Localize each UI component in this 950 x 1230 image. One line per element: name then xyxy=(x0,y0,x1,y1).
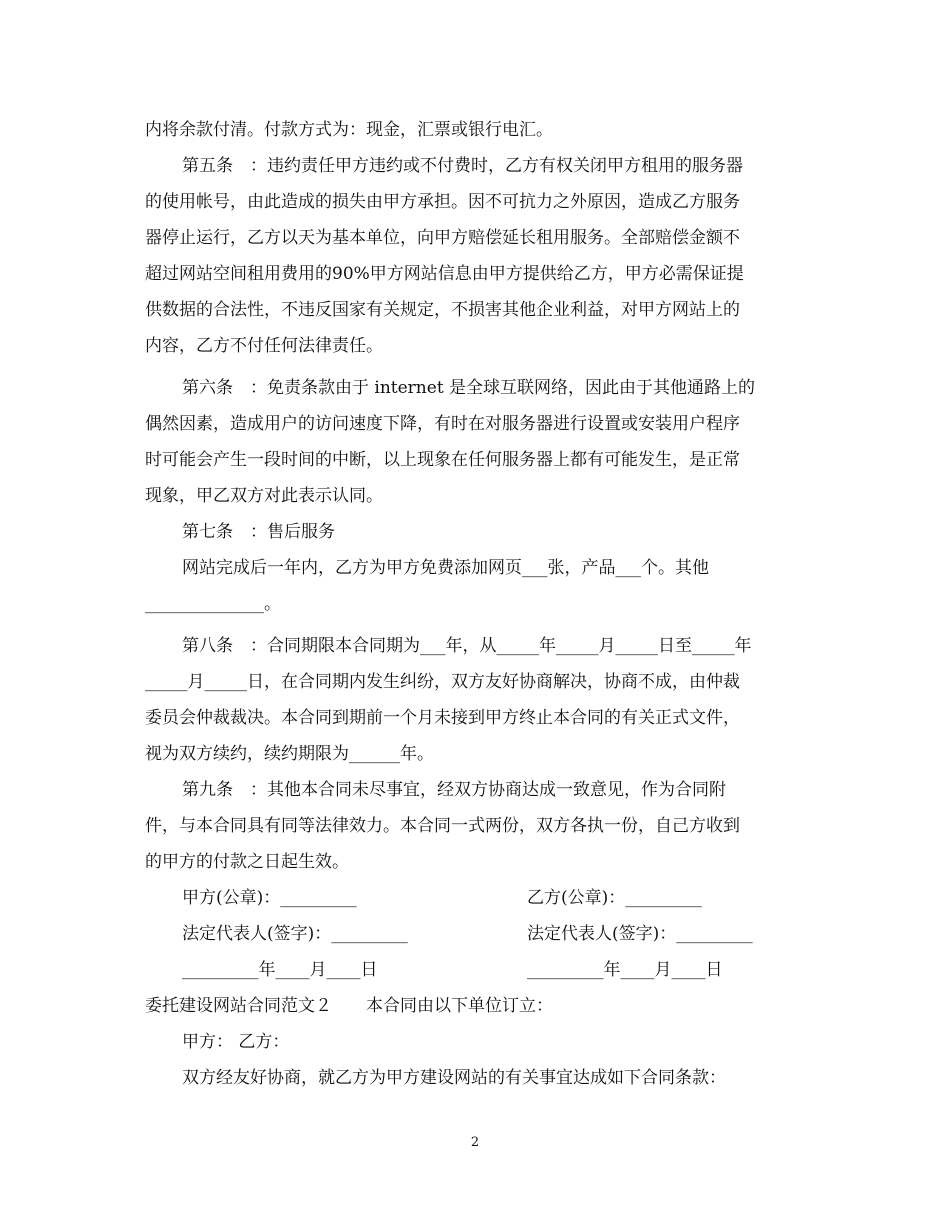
paragraph-line: 委员会仲裁裁决。本合同到期前一个月未接到甲方终止本合同的有关正式文件， xyxy=(145,708,740,728)
next-document-parties: 甲方： 乙方： xyxy=(182,1032,290,1052)
signature-row-date xyxy=(0,952,950,988)
article-8-heading-line: 第八条 ：合同期限本合同期为___年，从_____年_____月_____日至_____年 xyxy=(182,636,752,656)
paragraph-line: 偶然因素，造成用户的访问速度下降，有时在对服务器进行设置或安装用户程序 xyxy=(145,414,740,434)
party-b-date: _________年____月____日 xyxy=(527,960,723,980)
paragraph-line: 件，与本合同具有同等法律效力。本合同一式两份，双方各执一份，自己方收到 xyxy=(145,816,740,836)
party-b-representative: 法定代表人(签字)：_________ xyxy=(527,924,753,944)
party-b-seal: 乙方(公章)：_________ xyxy=(527,888,702,908)
article-9-heading-line: 第九条 ：其他本合同未尽事宜，经双方协商达成一致意见，作为合同附 xyxy=(182,780,726,800)
paragraph-line: 内容，乙方不付任何法律责任。 xyxy=(145,336,383,356)
paragraph-line: 内将余款付清。付款方式为：现金，汇票或银行电汇。 xyxy=(145,120,553,140)
paragraph-line: 网站完成后一年内，乙方为甲方免费添加网页___张，产品___个。其他 xyxy=(182,558,709,578)
article-5-heading-line: 第五条 ：违约责任甲方违约或不付费时，乙方有权关闭甲方租用的服务器 xyxy=(182,156,743,176)
paragraph-line: 供数据的合法性，不违反国家有关规定，不损害其他企业利益，对甲方网站上的 xyxy=(145,300,740,320)
party-a-representative: 法定代表人(签字)：_________ xyxy=(182,924,408,944)
signature-row-seal xyxy=(0,880,950,916)
next-document-title: 委托建设网站合同范文２ 本合同由以下单位订立： xyxy=(145,996,553,1016)
paragraph-line: 视为双方续约，续约期限为______年。 xyxy=(145,744,434,764)
signature-row-rep xyxy=(0,916,950,952)
party-a-date: _________年____月____日 xyxy=(182,960,378,980)
article-6-heading-line: 第六条 ：免责条款由于 internet 是全球互联网络，因此由于其他通路上的 xyxy=(182,378,756,398)
paragraph-line: 超过网站空间租用费用的90%甲方网站信息由甲方提供给乙方，甲方必需保证提 xyxy=(145,264,744,284)
paragraph-line: 器停止运行，乙方以天为基本单位，向甲方赔偿延长租用服务。全部赔偿金额不 xyxy=(145,228,740,248)
paragraph-line: 时可能会产生一段时间的中断，以上现象在任何服务器上都有可能发生，是正常 xyxy=(145,450,740,470)
next-document-intro: 双方经友好协商，就乙方为甲方建设网站的有关事宜达成如下合同条款： xyxy=(182,1068,726,1088)
paragraph-line: 的使用帐号，由此造成的损失由甲方承担。因不可抗力之外原因，造成乙方服务 xyxy=(145,192,740,212)
page-number: 2 xyxy=(470,1135,480,1150)
article-7-heading-line: 第七条 ：售后服务 xyxy=(182,522,335,542)
paragraph-line: 的甲方的付款之日起生效。 xyxy=(145,852,349,872)
party-a-seal: 甲方(公章)：_________ xyxy=(182,888,357,908)
paragraph-line: ______________。 xyxy=(145,594,281,614)
paragraph-line: 现象，甲乙双方对此表示认同。 xyxy=(145,486,383,506)
paragraph-line: _____月_____日，在合同期内发生纠纷，双方友好协商解决，协商不成，由仲裁 xyxy=(145,672,740,692)
